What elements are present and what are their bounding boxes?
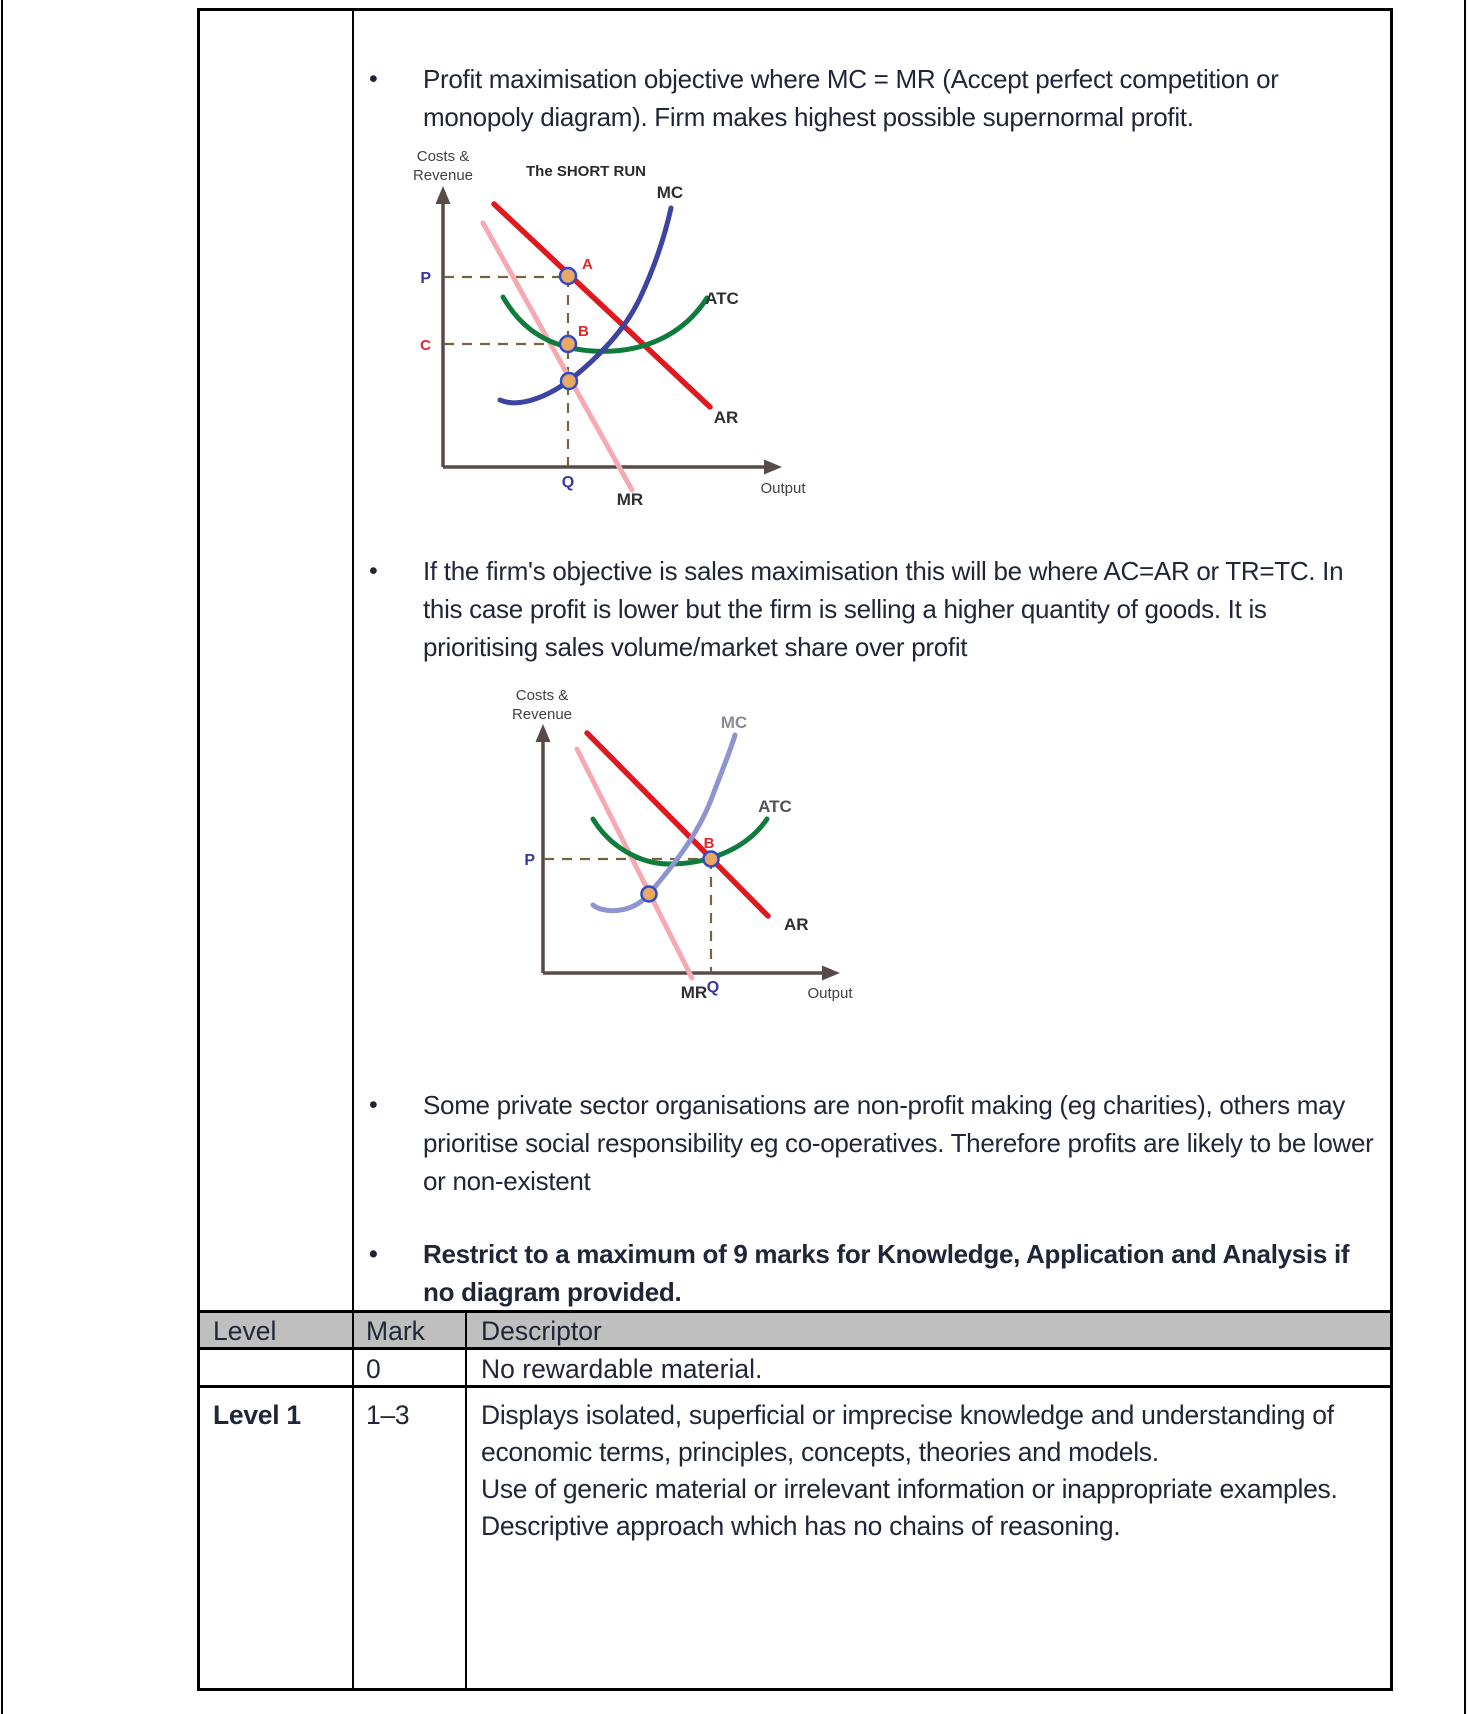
bullet-dot: • [369, 1240, 378, 1268]
x-axis-label: Output [760, 480, 806, 497]
y-axis-arrow-icon [436, 186, 451, 204]
diagram-sales-maximisation [490, 680, 870, 1013]
bullet-text: Profit maximisation objective where MC = MR (Accept perfect competition or monopoly diagram). Firm makes highest possible supernormal profit. [423, 64, 1279, 132]
point-a-label: A [582, 256, 593, 273]
cell-descriptor [467, 1388, 1390, 1688]
point-a-marker [560, 268, 576, 284]
bullet-text: Restrict to a maximum of 9 marks for Knowledge, Application and Analysis if no diagram provided. [423, 1239, 1350, 1307]
point-mc-mr-marker [642, 887, 657, 902]
diagram-title: The SHORT RUN [526, 163, 646, 180]
price-label: P [524, 852, 535, 869]
question-number-cell [200, 11, 354, 1310]
y-axis-label-line2: Revenue [412, 167, 474, 184]
header-level: Level [200, 1313, 354, 1347]
bullet-dot: • [369, 1091, 378, 1119]
quantity-label: Q [561, 474, 575, 491]
y-axis-label-line2: Revenue [511, 706, 573, 723]
cell-level: Level 1 [200, 1388, 354, 1688]
x-axis-arrow-icon [822, 966, 840, 981]
diagram-profit-maximisation [360, 140, 830, 517]
page-right-border [1464, 0, 1466, 1714]
page-left-border [1, 0, 3, 1714]
mc-label: MC [720, 713, 748, 732]
descriptor-paragraph: Displays isolated, superficial or imprecise knowledge and understanding of economic terms, principles, concepts, theories and models. [481, 1400, 1334, 1467]
bullet-text: Some private sector organisations are non-profit making (eg charities), others may prioritise social responsibility eg co-operatives. Therefore profits are likely to be lower or non-existent [423, 1090, 1374, 1196]
atc-label: ATC [705, 289, 739, 308]
bullet-dot: • [369, 65, 378, 93]
mr-label: MR [680, 983, 708, 1002]
bullet-text: If the firm's objective is sales maximisation this will be where AC=AR or TR=TC. In this case profit is lower but the firm is selling a higher quantity of goods. It is prioritising sales volume/market share over profit [423, 556, 1344, 662]
answer-cell [354, 11, 1390, 1310]
descriptor-paragraph: Use of generic material or irrelevant information or inappropriate examples. [481, 1474, 1338, 1504]
price-label: P [420, 270, 431, 287]
ar-label: AR [713, 408, 739, 427]
x-axis-label: Output [807, 985, 853, 1002]
table-row-level-1 [200, 1385, 1390, 1688]
point-b-label: B [578, 323, 589, 340]
quantity-label: Q [706, 979, 720, 996]
point-mc-mr-marker [561, 373, 577, 389]
mark-scheme-table [197, 8, 1393, 1691]
bullet-sales-maximisation [354, 552, 1379, 666]
cost-label: C [420, 337, 431, 354]
bullet-restriction-note [354, 1235, 1379, 1311]
cell-level [200, 1350, 354, 1385]
table-row-zero-marks [200, 1347, 1390, 1385]
cell-descriptor: No rewardable material. [481, 1354, 763, 1384]
bullet-dot: • [369, 557, 378, 585]
bullet-profit-maximisation [354, 60, 1379, 136]
y-axis-arrow-icon [536, 724, 551, 742]
point-b-label: B [703, 835, 715, 852]
atc-label: ATC [758, 797, 792, 816]
mr-label: MR [616, 490, 644, 509]
descriptor-paragraph: Descriptive approach which has no chains of reasoning. [481, 1511, 1121, 1541]
answer-row [200, 11, 1390, 1310]
mc-label: MC [656, 183, 684, 202]
level-table-header-row [200, 1310, 1390, 1347]
point-b-marker [560, 336, 576, 352]
y-axis-label-line1: Costs & [416, 148, 470, 165]
header-mark: Mark [354, 1313, 467, 1347]
y-axis-label-line1: Costs & [515, 687, 569, 704]
x-axis-arrow-icon [764, 460, 782, 475]
bullet-non-profit [354, 1086, 1379, 1200]
header-descriptor: Descriptor [481, 1316, 602, 1346]
point-b-marker [704, 852, 719, 867]
cell-mark: 1–3 [354, 1388, 467, 1688]
cell-mark: 0 [354, 1350, 467, 1385]
ar-label: AR [784, 915, 809, 934]
